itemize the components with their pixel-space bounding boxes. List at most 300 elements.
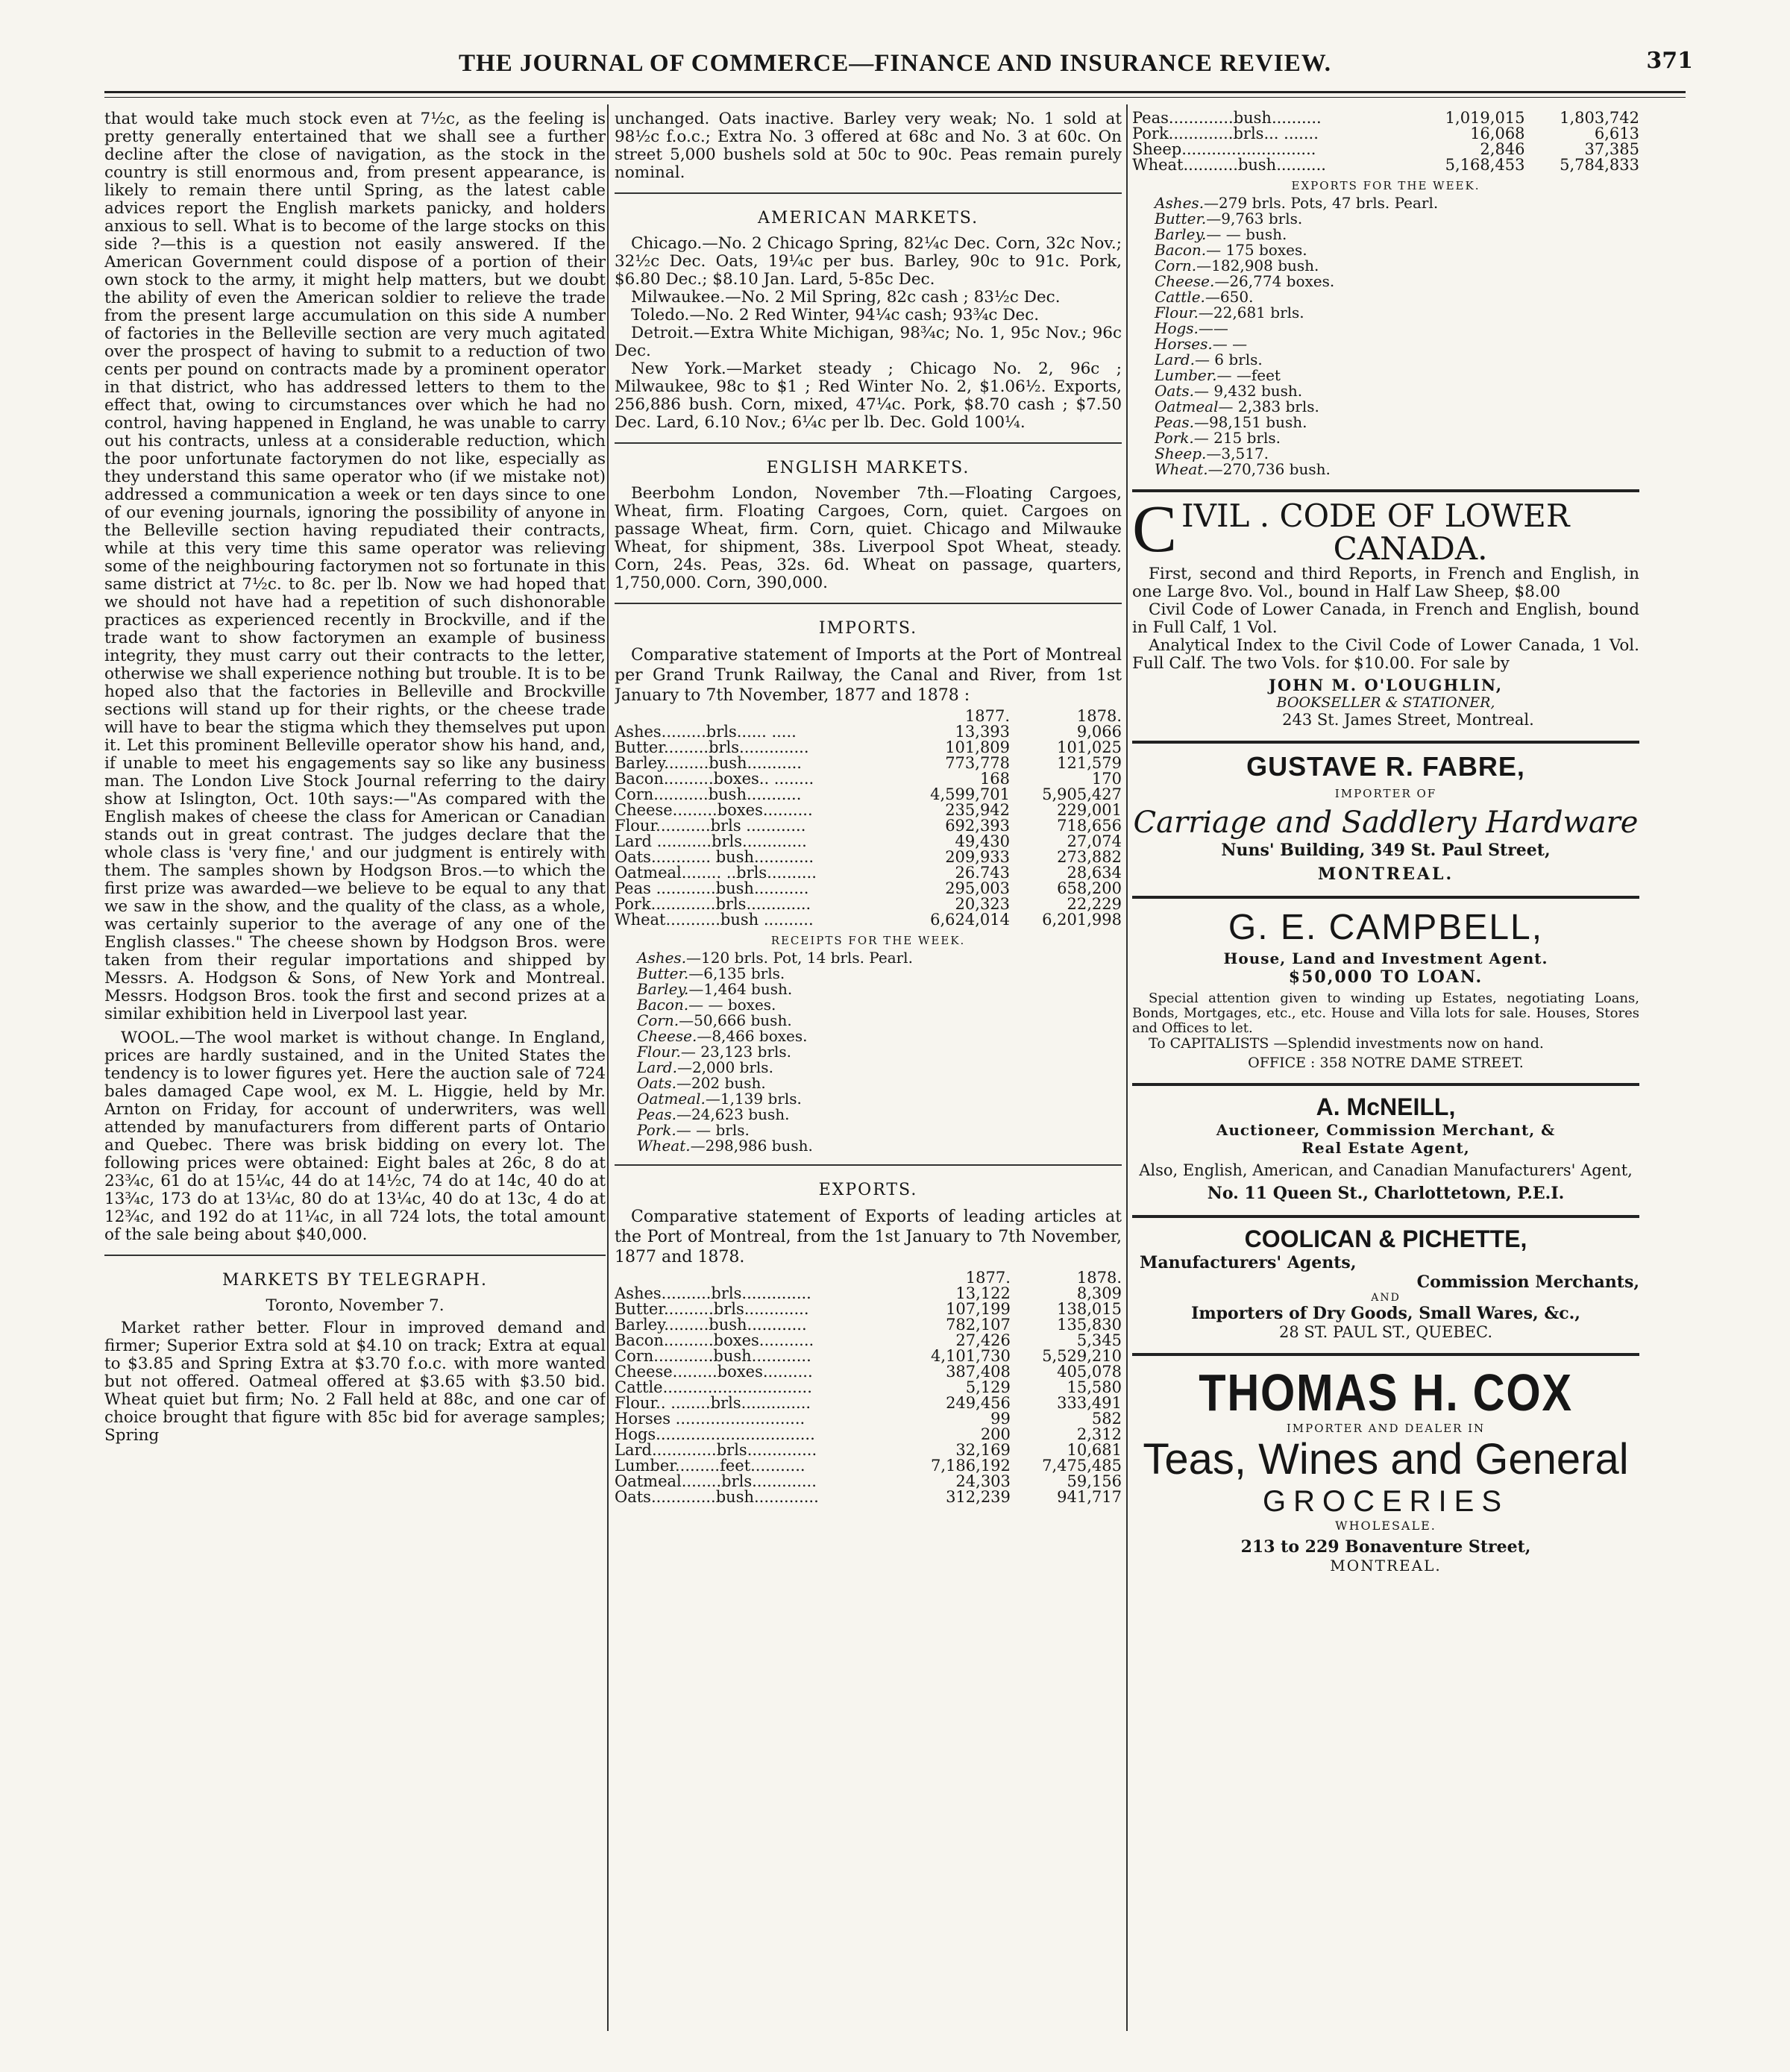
row-label: Oats.............bush............. bbox=[615, 1488, 819, 1506]
row-label: Cheese.........boxes.......... bbox=[615, 1363, 813, 1381]
row-value: 782,107 bbox=[946, 1316, 1011, 1334]
item-label: Butter. bbox=[637, 964, 689, 982]
article-text: unchanged. Oats inactive. Barley very weak; No. 1 sold at 98½c f.o.c.; Extra No. 3 offered at 68c and No. 3 at 60c. On street 5,000 bushels sold at 50c to 90c. Peas remain purely nominal. bbox=[615, 110, 1122, 182]
ad-name: THOMAS H. COX bbox=[1199, 1363, 1573, 1422]
receipts-list bbox=[615, 950, 1122, 1154]
item-value: — — bush. bbox=[1206, 225, 1287, 243]
table-row bbox=[615, 740, 1122, 756]
table-row bbox=[615, 897, 1122, 912]
row-label: Peas ............bush........... bbox=[615, 879, 809, 897]
table-row bbox=[615, 1458, 1122, 1474]
item-value: —1,464 bush. bbox=[688, 980, 793, 998]
row-value: 27,074 bbox=[1067, 832, 1122, 850]
row-value: 37,385 bbox=[1584, 140, 1639, 158]
list-item bbox=[637, 950, 1122, 966]
item-label: Flour. bbox=[637, 1043, 681, 1061]
ad-civil-code bbox=[1132, 492, 1639, 729]
item-label: Corn. bbox=[637, 1011, 679, 1029]
row-value: 200 bbox=[980, 1425, 1011, 1443]
list-item bbox=[637, 1013, 1122, 1029]
table-row bbox=[615, 1427, 1122, 1442]
divider bbox=[1132, 1215, 1639, 1218]
ad-name: G. E. CAMPBELL, bbox=[1228, 908, 1544, 947]
item-value: —182,908 bush. bbox=[1196, 257, 1319, 274]
item-label: Corn. bbox=[1155, 257, 1197, 274]
table-row bbox=[615, 724, 1122, 740]
item-label: Pork. bbox=[1155, 429, 1194, 447]
table-row bbox=[615, 1474, 1122, 1489]
row-value: 15,580 bbox=[1067, 1378, 1122, 1396]
imports-table bbox=[615, 709, 1122, 928]
row-label: Corn...........bush........... bbox=[615, 785, 802, 803]
ad-text: Analytical Index to the Civil Code of Lower Canada, 1 Vol. Full Calf. The two Vols. for $10.00. For sale by bbox=[1132, 636, 1639, 673]
ad-address: Nuns' Building, 349 St. Paul Street, bbox=[1221, 841, 1551, 860]
ad-mcneill bbox=[1132, 1093, 1639, 1203]
row-label: Butter..........brls............. bbox=[615, 1300, 809, 1318]
ad-address: 243 St. James Street, Montreal. bbox=[1282, 711, 1534, 729]
ad-text: First, second and third Reports, in French and English, in one Large 8vo. Vol., bound in Half Law Sheep, $8.00 bbox=[1132, 565, 1639, 601]
page-number: 371 bbox=[1646, 48, 1693, 74]
list-item bbox=[637, 1044, 1122, 1060]
item-value: — 2,383 brls. bbox=[1218, 398, 1319, 415]
row-label: Ashes.........brls...... ..... bbox=[615, 723, 797, 741]
ad-city: MONTREAL. bbox=[1317, 864, 1454, 884]
market-toledo: Toledo.—No. 2 Red Winter, 94¼c cash; 93¾c Dec. bbox=[631, 306, 1040, 324]
english-markets-text: Beerbohm London, November 7th.—Floating Cargoes, Wheat, firm. Floating Cargoes, Corn, quiet. Cargoes on passage Wheat, firm. Corn, quiet. Chicago and Milwauke Wheat, for shipment, 38s. Liverpool Spot Wheat, steady. Corn, 24s. Peas, 32s. 6d. Wheat on passage, quarters, 1,750,000. Corn, 390,000. bbox=[615, 484, 1122, 592]
col-header: 1878. bbox=[1076, 707, 1122, 725]
row-value: 295,003 bbox=[945, 879, 1011, 897]
divider bbox=[1132, 896, 1639, 899]
row-value: 59,156 bbox=[1067, 1472, 1122, 1490]
row-value: 121,579 bbox=[1057, 754, 1122, 772]
divider bbox=[615, 192, 1122, 194]
item-value: —650. bbox=[1205, 288, 1254, 306]
item-label: Flour. bbox=[1155, 304, 1199, 321]
table-row bbox=[615, 881, 1122, 897]
table-row bbox=[615, 1442, 1122, 1458]
ad-address: 28 ST. PAUL ST., QUEBEC. bbox=[1278, 1323, 1493, 1341]
row-label: Flour.. ........brls.............. bbox=[615, 1394, 811, 1412]
list-item bbox=[1155, 446, 1639, 462]
row-value: 10,681 bbox=[1067, 1441, 1122, 1459]
journal-title: THE JOURNAL OF COMMERCE—FINANCE AND INSURANCE REVIEW. bbox=[459, 49, 1331, 77]
row-value: 24,303 bbox=[955, 1472, 1011, 1490]
table-row bbox=[615, 1396, 1122, 1411]
dateline: Toronto, November 7. bbox=[266, 1296, 445, 1315]
ad-loan: $50,000 TO LOAN. bbox=[1288, 967, 1483, 987]
list-item bbox=[637, 1076, 1122, 1091]
item-label: Wheat. bbox=[637, 1137, 691, 1155]
ad-line: Manufacturers' Agents, bbox=[1140, 1253, 1357, 1272]
table-row bbox=[615, 1286, 1122, 1302]
table-row bbox=[615, 865, 1122, 881]
item-value: — 215 brls. bbox=[1193, 429, 1281, 447]
item-value: —26,774 boxes. bbox=[1214, 272, 1335, 290]
item-label: Cattle. bbox=[1155, 288, 1205, 306]
list-item bbox=[637, 982, 1122, 997]
section-heading: ENGLISH MARKETS. bbox=[766, 459, 970, 477]
row-value: 5,784,833 bbox=[1560, 156, 1639, 174]
row-value: 5,345 bbox=[1076, 1331, 1122, 1349]
row-label: Lard ...........brls............. bbox=[615, 832, 807, 850]
imports-intro: Comparative statement of Imports at the Port of Montreal per Grand Trunk Railway, the Canal and River, from 1st January to 7th November, 1877 and 1878 : bbox=[615, 646, 1122, 705]
table-row bbox=[615, 1364, 1122, 1380]
row-value: 2,846 bbox=[1480, 140, 1525, 158]
row-value: 170 bbox=[1091, 770, 1122, 788]
table-row bbox=[615, 1411, 1122, 1427]
row-label: Pork.............brls... ....... bbox=[1132, 125, 1319, 142]
row-value: 27,426 bbox=[955, 1331, 1011, 1349]
row-value: 138,015 bbox=[1057, 1300, 1122, 1318]
divider bbox=[1132, 1083, 1639, 1086]
divider bbox=[615, 1164, 1122, 1166]
row-label: Bacon..........boxes.. ........ bbox=[615, 770, 814, 788]
item-value: — 23,123 brls. bbox=[680, 1043, 791, 1061]
item-value: —3,517. bbox=[1206, 445, 1269, 462]
row-value: 209,933 bbox=[945, 848, 1011, 866]
subheading: EXPORTS FOR THE WEEK. bbox=[1291, 179, 1480, 192]
item-label: Lumber. bbox=[1155, 366, 1217, 384]
ad-address: 213 to 229 Bonaventure Street, bbox=[1240, 1537, 1531, 1557]
ad-text: Also, English, American, and Canadian Manufacturers' Agent, bbox=[1139, 1161, 1633, 1179]
item-value: — 6 brls. bbox=[1194, 351, 1263, 368]
ad-text: To CAPITALISTS —Splendid investments now on hand. bbox=[1149, 1035, 1544, 1052]
page-header bbox=[97, 37, 1693, 90]
row-label: Peas.............bush.......... bbox=[1132, 110, 1322, 127]
row-value: 582 bbox=[1091, 1410, 1122, 1428]
divider bbox=[1132, 741, 1639, 744]
ad-cox bbox=[1132, 1363, 1639, 1575]
list-item bbox=[1155, 211, 1639, 227]
row-label: Pork.............brls............. bbox=[615, 895, 811, 913]
list-item bbox=[1155, 383, 1639, 399]
ad-text: Civil Code of Lower Canada, in French and English, bound in Full Calf, 1 Vol. bbox=[1132, 600, 1639, 637]
market-detroit: Detroit.—Extra White Michigan, 98¾c; No. 1, 95c Nov.; 96c Dec. bbox=[615, 324, 1122, 360]
list-item bbox=[1155, 289, 1639, 305]
item-label: Oatmeal. bbox=[637, 1090, 706, 1108]
table-row bbox=[1132, 126, 1639, 142]
row-label: Wheat...........bush.......... bbox=[1132, 156, 1326, 174]
item-value: —298,986 bush. bbox=[690, 1137, 813, 1155]
row-value: 99 bbox=[990, 1410, 1011, 1428]
row-value: 6,624,014 bbox=[930, 911, 1011, 929]
row-label: Horses .......................... bbox=[615, 1410, 806, 1428]
row-value: 4,101,730 bbox=[931, 1347, 1011, 1365]
item-value: —202 bush. bbox=[676, 1074, 766, 1092]
table-row bbox=[1132, 157, 1639, 173]
item-value: —— bbox=[1198, 319, 1228, 337]
exports-intro: Comparative statement of Exports of leading articles at the Port of Montreal, from the 1st January to 7th November, 1877 and 1878. bbox=[615, 1208, 1122, 1266]
list-item bbox=[1155, 305, 1639, 321]
row-label: Corn............bush............ bbox=[615, 1347, 811, 1365]
section-heading: IMPORTS. bbox=[818, 619, 918, 638]
list-item bbox=[637, 1107, 1122, 1123]
divider bbox=[615, 442, 1122, 444]
row-value: 32,169 bbox=[955, 1441, 1011, 1459]
ad-role: Real Estate Agent, bbox=[1301, 1139, 1470, 1157]
list-item bbox=[1155, 399, 1639, 415]
row-value: 249,456 bbox=[946, 1394, 1011, 1412]
row-label: Oatmeal........ ..brls.......... bbox=[615, 864, 817, 882]
row-value: 333,491 bbox=[1057, 1394, 1122, 1412]
list-item bbox=[637, 1091, 1122, 1107]
row-value: 941,717 bbox=[1057, 1488, 1122, 1506]
ad-role: Auctioneer, Commission Merchant, & bbox=[1216, 1121, 1556, 1139]
item-value: —9,763 brls. bbox=[1206, 210, 1303, 227]
row-label: Cattle.............................. bbox=[615, 1378, 812, 1396]
ad-coolican bbox=[1132, 1225, 1639, 1341]
row-label: Hogs................................ bbox=[615, 1425, 815, 1443]
row-value: 718,656 bbox=[1057, 817, 1122, 835]
row-value: 658,200 bbox=[1057, 879, 1122, 897]
row-value: 13,393 bbox=[955, 723, 1011, 741]
item-value: — 175 boxes. bbox=[1206, 241, 1307, 259]
ad-role: House, Land and Investment Agent. bbox=[1223, 949, 1548, 967]
section-heading: EXPORTS. bbox=[818, 1181, 918, 1199]
drop-cap: C bbox=[1132, 492, 1178, 566]
row-value: 9,066 bbox=[1076, 723, 1122, 741]
table-row bbox=[615, 787, 1122, 803]
item-value: —98,151 bush. bbox=[1193, 413, 1307, 431]
table-row bbox=[615, 818, 1122, 834]
ad-and: AND bbox=[1371, 1292, 1401, 1304]
row-value: 101,025 bbox=[1057, 738, 1122, 756]
ad-title bbox=[1132, 492, 1639, 567]
table-row bbox=[615, 803, 1122, 818]
item-label: Bacon. bbox=[1155, 241, 1207, 259]
ad-line: Carriage and Saddlery Hardware bbox=[1133, 806, 1639, 840]
row-label: Wheat...........bush .......... bbox=[615, 911, 814, 929]
list-item bbox=[1155, 336, 1639, 352]
item-label: Peas. bbox=[637, 1105, 676, 1123]
col-header: 1877. bbox=[964, 707, 1011, 725]
ad-name: A. McNEILL, bbox=[1316, 1093, 1456, 1120]
column-divider bbox=[1126, 104, 1128, 2031]
item-label: Wheat. bbox=[1155, 460, 1208, 478]
item-value: —279 brls. Pots, 47 brls. Pearl. bbox=[1204, 194, 1439, 212]
row-value: 312,239 bbox=[946, 1488, 1011, 1506]
item-value: — —feet bbox=[1216, 366, 1281, 384]
row-value: 7,475,485 bbox=[1042, 1457, 1122, 1475]
row-label: Sheep........................... bbox=[1132, 140, 1316, 158]
row-value: 16,068 bbox=[1470, 125, 1525, 142]
item-value: —6,135 brls. bbox=[688, 964, 785, 982]
item-value: —1,139 brls. bbox=[705, 1090, 802, 1108]
ad-office: OFFICE : 358 NOTRE DAME STREET. bbox=[1248, 1055, 1524, 1071]
header-rule-thin bbox=[104, 97, 1686, 98]
ad-fabre bbox=[1132, 751, 1639, 884]
table-row bbox=[615, 912, 1122, 928]
ad-name: COOLICAN & PICHETTE, bbox=[1244, 1225, 1527, 1252]
row-value: 135,830 bbox=[1057, 1316, 1122, 1334]
item-label: Sheep. bbox=[1155, 445, 1207, 462]
exports-table-continued bbox=[1132, 110, 1639, 173]
ad-seller-role: BOOKSELLER & STATIONER, bbox=[1276, 694, 1495, 711]
item-label: Hogs. bbox=[1155, 319, 1199, 337]
item-value: —50,666 bush. bbox=[679, 1011, 792, 1029]
list-item bbox=[637, 1029, 1122, 1044]
col-header: 1877. bbox=[965, 1269, 1011, 1287]
exports-table bbox=[615, 1270, 1122, 1505]
row-value: 1,019,015 bbox=[1445, 110, 1525, 127]
row-value: 2,312 bbox=[1076, 1425, 1122, 1443]
row-value: 168 bbox=[979, 770, 1011, 788]
row-value: 6,201,998 bbox=[1042, 911, 1122, 929]
row-label: Bacon..........boxes........... bbox=[615, 1331, 814, 1349]
list-item bbox=[637, 1123, 1122, 1138]
ad-name: GUSTAVE R. FABRE, bbox=[1246, 751, 1525, 782]
list-item bbox=[1155, 430, 1639, 446]
row-value: 273,882 bbox=[1057, 848, 1122, 866]
item-label: Ashes. bbox=[1155, 194, 1205, 212]
ad-campbell bbox=[1132, 906, 1639, 1071]
list-item bbox=[637, 966, 1122, 982]
ad-title-line: IVIL . CODE OF LOWER bbox=[1181, 497, 1570, 534]
header-rule bbox=[104, 91, 1686, 93]
item-label: Peas. bbox=[1155, 413, 1194, 431]
item-value: — — bbox=[1212, 335, 1248, 353]
table-row bbox=[615, 1317, 1122, 1333]
ad-role: IMPORTER AND DEALER IN bbox=[1286, 1422, 1486, 1435]
row-label: Cheese.........boxes.......... bbox=[615, 801, 813, 819]
list-item bbox=[637, 1138, 1122, 1154]
ad-title-line: CANADA. bbox=[1333, 530, 1488, 567]
item-value: — — brls. bbox=[676, 1121, 750, 1139]
item-label: Pork. bbox=[637, 1121, 676, 1139]
list-item bbox=[1155, 242, 1639, 258]
row-value: 101,809 bbox=[945, 738, 1011, 756]
column-1 bbox=[104, 110, 606, 2035]
item-value: —120 brls. Pot, 14 brls. Pearl. bbox=[686, 949, 913, 967]
row-value: 405,078 bbox=[1057, 1363, 1122, 1381]
divider bbox=[1132, 1353, 1639, 1356]
row-value: 1,803,742 bbox=[1560, 110, 1639, 127]
divider bbox=[1132, 489, 1639, 492]
ad-address: No. 11 Queen St., Charlottetown, P.E.I. bbox=[1207, 1184, 1565, 1203]
list-item bbox=[1155, 352, 1639, 368]
table-row bbox=[615, 771, 1122, 787]
item-label: Barley. bbox=[637, 980, 689, 998]
item-value: —270,736 bush. bbox=[1208, 460, 1331, 478]
row-value: 5,905,427 bbox=[1042, 785, 1122, 803]
row-label: Barley.........bush........... bbox=[615, 754, 802, 772]
row-value: 7,186,192 bbox=[931, 1457, 1011, 1475]
ad-line: Teas, Wines and General bbox=[1143, 1435, 1629, 1484]
list-item bbox=[1155, 321, 1639, 336]
table-row bbox=[615, 850, 1122, 865]
table-row bbox=[615, 1333, 1122, 1349]
table-row bbox=[615, 834, 1122, 850]
divider bbox=[615, 603, 1122, 604]
list-item bbox=[1155, 195, 1639, 211]
row-label: Barley.........bush............ bbox=[615, 1316, 807, 1334]
table-row bbox=[1132, 142, 1639, 157]
item-value: —2,000 brls. bbox=[676, 1058, 773, 1076]
row-value: 5,168,453 bbox=[1445, 156, 1525, 174]
item-value: —24,623 bush. bbox=[676, 1105, 790, 1123]
row-label: Oatmeal........brls............. bbox=[615, 1472, 817, 1490]
item-label: Cheese. bbox=[637, 1027, 697, 1045]
item-label: Horses. bbox=[1155, 335, 1213, 353]
row-label: Oats............ bush............ bbox=[615, 848, 814, 866]
telegraph-paragraph: Market rather better. Flour in improved demand and firmer; Superior Extra sold at $4.10 on track; Extra at equal to $3.85 and Spring Extra at $3.70 f.o.c. with more wanted but not offered. Oatmeal offered at $3.65 with $3.50 bid. Wheat quiet but firm; No. 2 Fall held at 88c, and one car of choice brought that figure with 85c bid for average samples; Spring bbox=[104, 1319, 606, 1445]
row-value: 5,529,210 bbox=[1042, 1347, 1122, 1365]
row-value: 20,323 bbox=[955, 895, 1011, 913]
row-label: Flour...........brls ............ bbox=[615, 817, 806, 835]
list-item bbox=[1155, 227, 1639, 242]
ad-text: Special attention given to winding up Estates, negotiating Loans, Bonds, Mortgages, etc., etc. House and Villa lots for sale. Houses, Stores and Offices to let. bbox=[1132, 991, 1639, 1036]
item-label: Barley. bbox=[1155, 225, 1207, 243]
row-value: 26.743 bbox=[955, 864, 1011, 882]
item-label: Oats. bbox=[637, 1074, 676, 1092]
ad-line: Importers of Dry Goods, Small Wares, &c., bbox=[1191, 1304, 1580, 1323]
wool-paragraph: WOOL.—The wool market is without change. In England, prices are hardly sustained, and in the United States the tendency is to lower figures yet. Here the auction sale of 724 bales damaged Cape wool, ex M. L. Higgie, held by Mr. Arnton on Friday, for account of underwriters, was well attended by manufacturers from different parts of Ontario and Quebec. There was brisk bidding on every lot. The following prices were obtained: Eight bales at 26c, 8 do at 23¾c, 61 do at 15¼c, 44 do at 14½c, 74 do at 14c, 40 do at 13¾c, 173 do at 13¼c, 80 do at 13¼c, 40 do at 13c, 4 do at 12¾c, and 192 do at 11¼c, in all 724 lots, the total amount of the sale being about $40,000. bbox=[104, 1029, 606, 1244]
market-chicago: Chicago.—No. 2 Chicago Spring, 82¼c Dec. Corn, 32c Nov.; 32½c Dec. Oats, 19¼c per bus. Barley, 90c to 91c. Pork, $6.80 Dec.; $8.10 Jan. Lard, 5-85c Dec. bbox=[615, 234, 1122, 289]
divider bbox=[104, 1255, 606, 1256]
item-label: Oats. bbox=[1155, 382, 1194, 400]
market-new-york: New York.—Market steady ; Chicago No. 2, 96c ; Milwaukee, 98c to $1 ; Red Winter No. 2, $1.06½. Exports, 256,886 bush. Corn, mixed, 47¼c. Pork, $8.70 cash ; $7.50 Dec. Lard, 6.10 Nov.; 6¼c per lb. Dec. Gold 100¼. bbox=[615, 360, 1122, 432]
row-value: 235,942 bbox=[945, 801, 1011, 819]
item-label: Bacon. bbox=[637, 996, 689, 1014]
table-row bbox=[1132, 110, 1639, 126]
ad-role: IMPORTER OF bbox=[1334, 787, 1437, 800]
table-row bbox=[615, 756, 1122, 771]
column-2 bbox=[615, 110, 1122, 2035]
row-value: 6,613 bbox=[1594, 125, 1639, 142]
row-value: 13,122 bbox=[955, 1284, 1011, 1302]
list-item bbox=[1155, 274, 1639, 289]
list-item bbox=[1155, 368, 1639, 383]
row-value: 229,001 bbox=[1057, 801, 1122, 819]
ad-city: MONTREAL. bbox=[1330, 1557, 1442, 1575]
list-item bbox=[1155, 415, 1639, 430]
row-value: 22,229 bbox=[1067, 895, 1122, 913]
market-milwaukee: Milwaukee.—No. 2 Mil Spring, 82c cash ; 83½c Dec. bbox=[631, 288, 1061, 307]
item-value: — — boxes. bbox=[688, 996, 776, 1014]
section-heading: MARKETS BY TELEGRAPH. bbox=[222, 1271, 488, 1290]
ad-seller-name: JOHN M. O'LOUGHLIN, bbox=[1268, 676, 1504, 694]
row-value: 28,634 bbox=[1067, 864, 1122, 882]
item-label: Butter. bbox=[1155, 210, 1207, 227]
ad-line: Commission Merchants, bbox=[1416, 1272, 1639, 1292]
row-label: Butter.........brls.............. bbox=[615, 738, 809, 756]
table-row bbox=[615, 1302, 1122, 1317]
row-value: 107,199 bbox=[946, 1300, 1011, 1318]
column-divider bbox=[607, 104, 609, 2031]
table-row bbox=[615, 1349, 1122, 1364]
row-value: 773,778 bbox=[945, 754, 1011, 772]
list-item bbox=[1155, 462, 1639, 477]
row-label: Lumber.........feet........... bbox=[615, 1457, 806, 1475]
subheading: RECEIPTS FOR THE WEEK. bbox=[770, 934, 966, 947]
ad-wholesale: WHOLESALE. bbox=[1335, 1519, 1436, 1533]
list-item bbox=[1155, 258, 1639, 274]
item-value: — 9,432 bush. bbox=[1193, 382, 1303, 400]
row-value: 5,129 bbox=[965, 1378, 1011, 1396]
list-item bbox=[637, 1060, 1122, 1076]
row-value: 692,393 bbox=[945, 817, 1011, 835]
row-value: 4,599,701 bbox=[930, 785, 1011, 803]
row-label: Ashes..........brls.............. bbox=[615, 1284, 811, 1302]
table-row bbox=[615, 1380, 1122, 1396]
item-label: Ashes. bbox=[637, 949, 687, 967]
table-row bbox=[615, 1489, 1122, 1505]
article-text: that would take much stock even at 7½c, as the feeling is pretty generally entertained that we shall see a further decline after the close of navigation, as the stock in the country is still enormous and, from present appearance, is likely to remain there until Spring, as the latest cable advices report the English markets panicky, and holders anxious to sell. What is to become of the large stocks on this side ?—this is a question not easily answered. If the American Government could dispose of a portion of their own stock to the army, it might help matters, but we doubt the ability of even the American soldier to relieve the trade from the present large accumulation on this side A number of factories in the Belleville section are very much agitated over the prospect of having to submit to a reduction of two cents per pound on contracts made by a prominent operator in that district, who has addressed letters to them to the effect that, owing to circumstances over which he had no control, having happened in England, he was unable to carry out his contracts, unless at a considerable reduction, which the poor unfortunate factorymen do not like, especially as they understand this same operator who (if we mistake not) addressed a communication a week or ten days since to one of our evening journals, ignoring the possibility of anyone in the Belleville section having repudiated their contracts, while at this very time this same operator was relieving some of the neighbouring factorymen not so fortunate in this same district at 7½c. to 8c. per lb. Now we had hoped that we should not have had a repetition of such dishonorable practices as experienced recently in Brockville, and if the trade want to show factorymen an example of business integrity, they must carry out their contracts to the letter, otherwise we shall experience nothing but trouble. It is to be hoped also that the factories in Belleville and Brockville sections will stand up for their rights, or the cheese trade will have to bear the stigma which they themselves put upon it. Let this prominent Belleville operator show his hand, and, if unable to meet his engagements say so like any business man. The London Live Stock Journal referring to the dairy show at Islington, Oct. 10th says:—"As compared with the English makes of cheese the class for American or Canadian stands out in great contrast. The judges declare that the whole class is 'very fine,' and our judgment is entirely with them. The samples shown by Hodgson Bros.—to which the first prize was awarded—we believe to be equal to any that we saw in the show, and the quality of the class, as a whole, was certainly superior to the average of any one of the English classes." The cheese shown by Hodgson Bros. were taken from their regular importations and shipped by Messrs. A. Hodgson & Sons, of New York and Montreal. Messrs. Hodgson Bros. took the first and second prizes at a similar exhibition held in Liverpool last year. bbox=[104, 110, 606, 1023]
ad-groceries: GROCERIES bbox=[1262, 1485, 1510, 1518]
item-value: —8,466 boxes. bbox=[697, 1027, 808, 1045]
exports-week-list bbox=[1132, 195, 1639, 477]
col-header: 1878. bbox=[1076, 1269, 1122, 1287]
